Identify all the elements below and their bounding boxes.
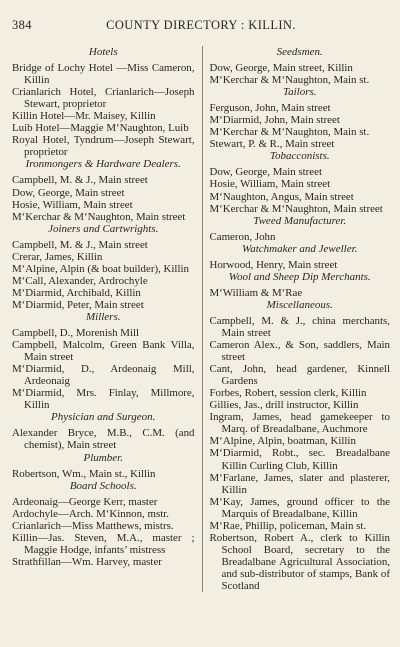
directory-section xyxy=(12,158,194,222)
directory-entry: M‘Diarmid, Mrs. Finlay, Millmore, Killin xyxy=(12,387,195,412)
directory-entry: Campbell, M. & J., Main street xyxy=(12,238,148,251)
directory-entry: Killin Hotel—Mr. Maisey, Killin xyxy=(12,110,156,123)
directory-entry: M‘Farlane, James, slater and plasterer, Killin xyxy=(209,471,390,496)
directory-entry: Cant, John, head gardener, Kinnell Gardens xyxy=(209,363,390,388)
directory-section xyxy=(12,452,194,480)
directory-entry: Ingram, James, head gamekeeper to Marq. of Breadalbane, Auchmore xyxy=(209,411,390,436)
directory-entry: Bridge of Lochy Hotel —Miss Cameron, Killin xyxy=(12,62,195,87)
directory-entry: Ardeonaig—George Kerr, master xyxy=(12,495,158,508)
directory-entry: Royal Hotel, Tyndrum—Joseph Stewart, proprietor xyxy=(12,134,195,159)
directory-entry: Strathfillan—Wm. Harvey, master xyxy=(12,555,162,568)
directory-entry: Campbell, M. & J., china merchants, Main street xyxy=(209,314,390,339)
directory-entry: M‘Alpine, Alpin, boatman, Killin xyxy=(209,435,356,448)
directory-entry: M‘Kay, James, ground officer to the Marquis of Breadalbane, Killin xyxy=(209,495,390,520)
directory-entry: Crerar, James, Killin xyxy=(12,250,103,263)
left-column xyxy=(12,46,194,592)
directory-entry: Gillies, Jas., drill instructor, Killin xyxy=(209,399,359,412)
directory-entry: Campbell, M. & J., Main street xyxy=(12,174,148,187)
running-title: COUNTY DIRECTORY : KILLIN. xyxy=(106,18,296,32)
directory-entry: Robertson, Wm., Main st., Killin xyxy=(12,467,156,480)
directory-section xyxy=(209,86,390,150)
directory-entry: M‘Diarmid, Robt., sec. Breadalbane Killin Curling Club, Killin xyxy=(209,447,390,472)
page-number: 384 xyxy=(12,18,32,32)
section-heading: Ironmongers & Hardware Dealers. xyxy=(25,158,181,171)
directory-entry: Robertson, Robert A., clerk to Killin School Board, secretary to the Breadalbane Agricultural Association, and sub-distributor of stamps, Bank of Scotland xyxy=(209,531,390,592)
directory-entry: Ardochyle—Arch. M‘Kinnon, mstr. xyxy=(12,507,169,520)
directory-entry: Dow, George, Main street, Killin xyxy=(209,62,353,75)
directory-entry: Campbell, D., Morenish Mill xyxy=(12,327,140,340)
directory-section xyxy=(12,311,194,411)
directory-section xyxy=(209,46,390,86)
right-column xyxy=(202,46,390,592)
directory-entry: M‘Diarmid, Peter, Main street xyxy=(12,298,144,311)
directory-entry: Horwood, Henry, Main street xyxy=(209,258,338,271)
directory-entry: Hosie, William, Main street xyxy=(12,198,133,211)
directory-entry: Ferguson, John, Main street xyxy=(209,102,331,115)
directory-entry: Hosie, William, Main street xyxy=(209,178,331,191)
directory-section xyxy=(209,215,390,243)
directory-entry: M‘Diarmid, D., Ardeonaig Mill, Ardeonaig xyxy=(12,363,195,388)
directory-entry: M‘Diarmid, John, Main street xyxy=(209,114,340,127)
directory-entry: Crianlarich Hotel, Crianlarich—Joseph Stewart, proprietor xyxy=(12,86,195,111)
directory-section xyxy=(12,411,194,451)
section-heading: Plumber. xyxy=(83,451,123,464)
section-heading: Watchmaker and Jeweller. xyxy=(242,242,358,255)
directory-section xyxy=(209,299,390,592)
section-heading: Hotels xyxy=(88,46,118,58)
section-heading: Board Schools. xyxy=(69,479,137,492)
section-heading: Tailors. xyxy=(282,86,317,99)
section-heading: Joiners and Cartwrights. xyxy=(48,222,159,235)
directory-entry: Crianlarich—Miss Matthews, mistrs. xyxy=(12,519,174,532)
directory-entry: M‘Diarmid, Archibald, Killin xyxy=(12,286,141,299)
directory-entry: Forbes, Robert, session clerk, Killin xyxy=(209,387,367,400)
directory-section xyxy=(209,243,390,271)
directory-entry: Dow, George, Main street xyxy=(209,166,322,179)
directory-entry: Campbell, Malcolm, Green Bank Villa, Main street xyxy=(12,339,195,364)
directory-entry: M‘Rae, Phillip, policeman, Main st. xyxy=(209,519,367,532)
directory-entry: M‘Kerchar & M‘Naughton, Main street xyxy=(12,210,186,223)
directory-entry: Alexander Bryce, M.B., C.M. (and chemist), Main street xyxy=(12,427,195,452)
section-heading: Wool and Sheep Dip Merchants. xyxy=(228,270,371,283)
directory-entry: M‘Kerchar & M‘Naughton, Main street xyxy=(209,202,383,215)
directory-entry: Cameron, John xyxy=(209,230,276,243)
directory-entry: Cameron Alex., & Son, saddlers, Main street xyxy=(209,339,390,364)
directory-entry: M‘Kerchar & M‘Naughton, Main st. xyxy=(209,126,370,139)
page-header xyxy=(12,18,390,36)
directory-section xyxy=(12,46,194,158)
section-heading: Physician and Surgeon. xyxy=(51,411,156,424)
section-heading: Millers. xyxy=(85,310,121,323)
directory-entry: M‘Kerchar & M‘Naughton, Main st. xyxy=(209,74,370,87)
directory-entry: M‘Alpine, Alpin (& boat builder), Killin xyxy=(12,262,189,275)
directory-section xyxy=(12,480,194,568)
directory-entry: Dow, George, Main street xyxy=(12,186,125,199)
directory-entry: Killin—Jas. Steven, M.A., master ; Maggie Hodge, infants’ mistress xyxy=(12,531,195,556)
section-heading: Tobacconists. xyxy=(269,150,330,163)
section-heading: Tweed Manufacturer. xyxy=(253,214,347,227)
section-heading: Miscellaneous. xyxy=(266,298,333,311)
section-heading: Seedsmen. xyxy=(276,46,323,58)
directory-columns xyxy=(12,46,390,592)
directory-entry: M‘William & M‘Rae xyxy=(209,286,303,299)
directory-entry: M‘Naughton, Angus, Main street xyxy=(209,190,354,203)
directory-section xyxy=(209,150,390,214)
directory-section xyxy=(209,271,390,299)
directory-entry: M‘Call, Alexander, Ardrochyle xyxy=(12,274,148,287)
directory-entry: Luib Hotel—Maggie M‘Naughton, Luib xyxy=(12,122,189,135)
directory-section xyxy=(12,223,194,311)
directory-entry: Stewart, P. & R., Main street xyxy=(209,138,335,151)
